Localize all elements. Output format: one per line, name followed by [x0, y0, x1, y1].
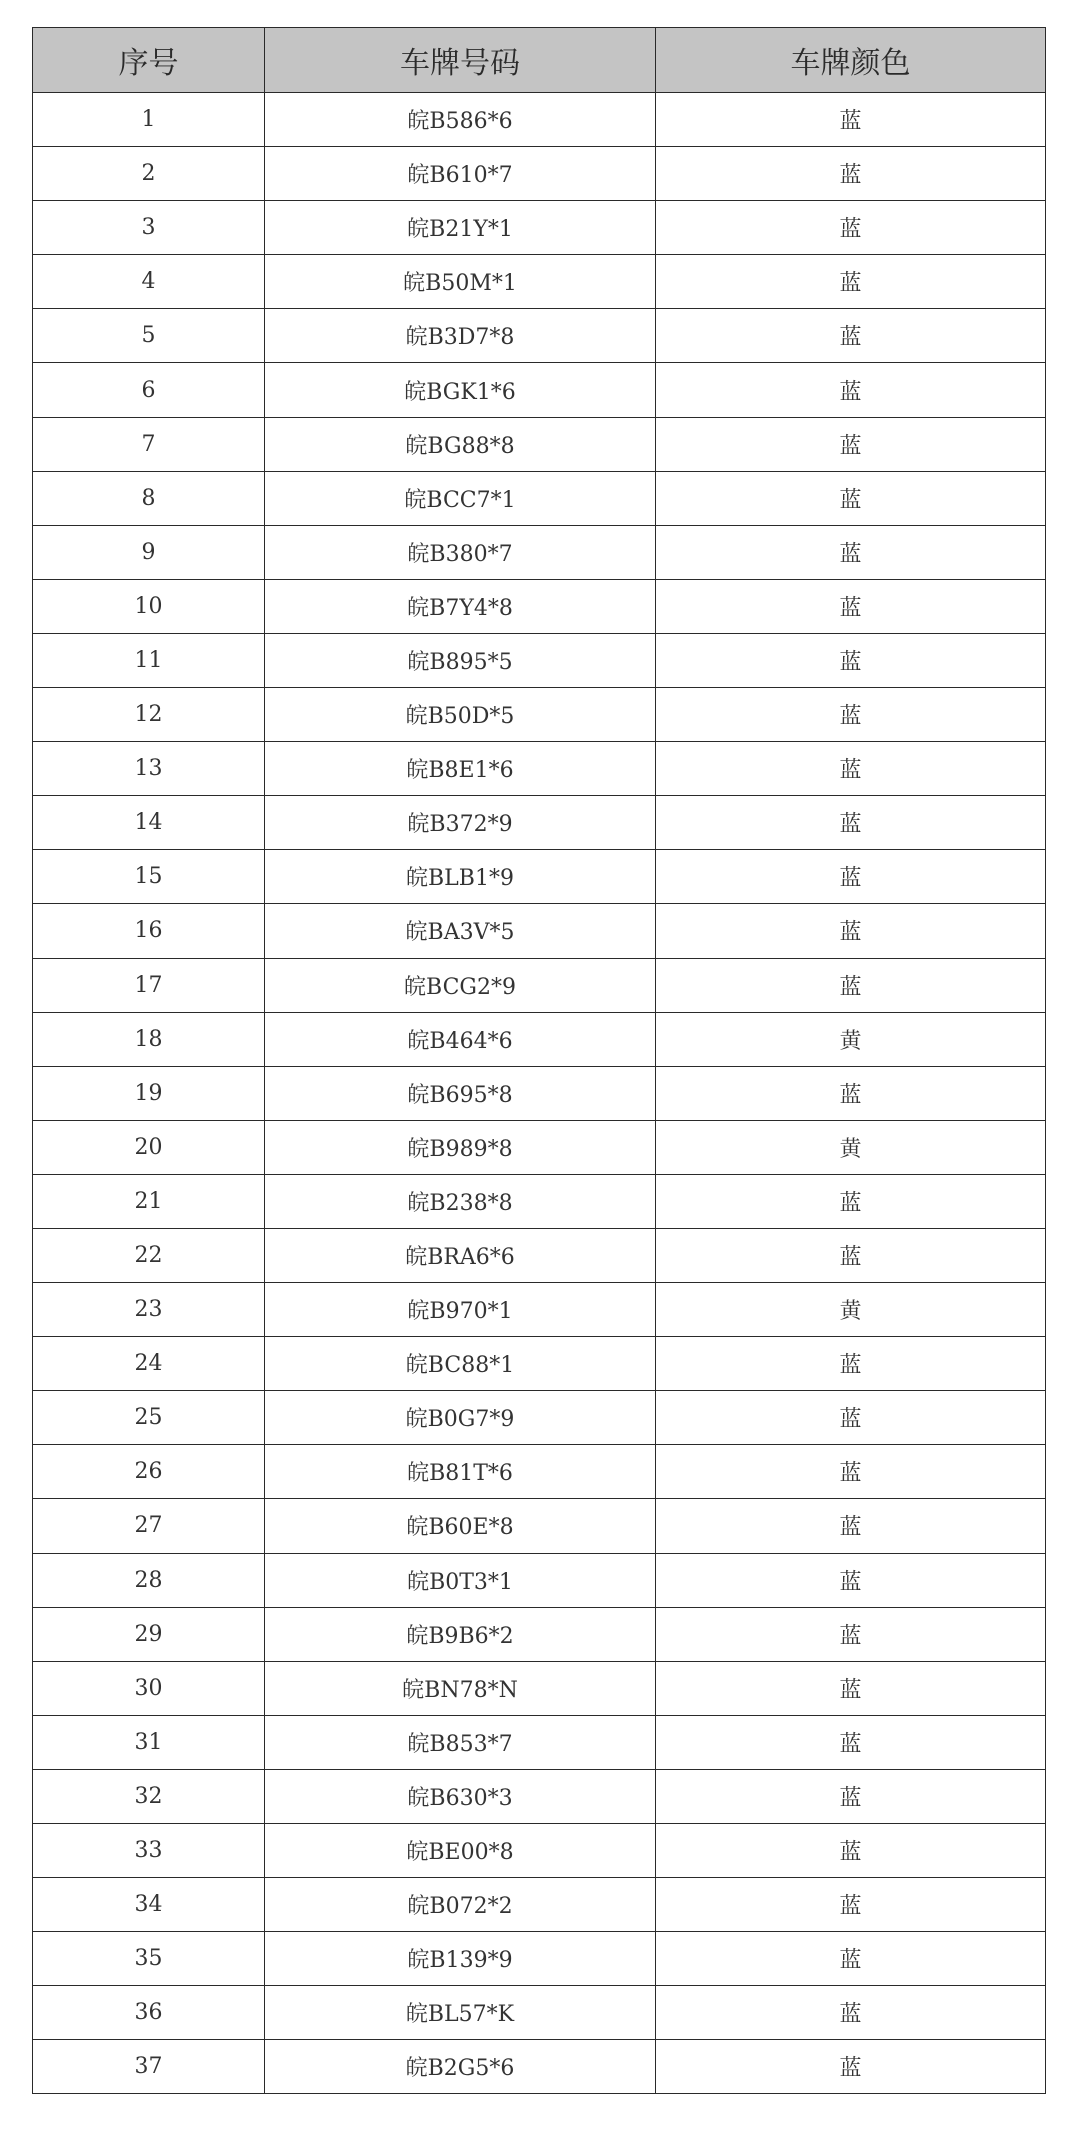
cell-plate-number: 皖BC88*1 [265, 1337, 656, 1391]
cell-plate-number: 皖B0G7*9 [265, 1391, 656, 1445]
cell-plate-number: 皖BGK1*6 [265, 363, 656, 417]
cell-plate-number: 皖B464*6 [265, 1012, 656, 1066]
cell-plate-color: 蓝 [656, 796, 1046, 850]
cell-plate-color: 蓝 [656, 1661, 1046, 1715]
cell-index: 5 [33, 309, 265, 363]
cell-plate-color: 蓝 [656, 1445, 1046, 1499]
cell-plate-number: 皖B630*3 [265, 1769, 656, 1823]
cell-plate-number: 皖B50M*1 [265, 255, 656, 309]
cell-plate-color: 蓝 [656, 255, 1046, 309]
cell-plate-color: 蓝 [656, 688, 1046, 742]
table-row [33, 1445, 1046, 1499]
cell-plate-number: 皖BCG2*9 [265, 958, 656, 1012]
cell-index: 3 [33, 201, 265, 255]
cell-plate-color: 蓝 [656, 1337, 1046, 1391]
cell-plate-color: 蓝 [656, 1499, 1046, 1553]
cell-plate-color: 蓝 [656, 1066, 1046, 1120]
cell-plate-number: 皖B8E1*6 [265, 742, 656, 796]
cell-plate-number: 皖B853*7 [265, 1715, 656, 1769]
cell-plate-number: 皖BRA6*6 [265, 1228, 656, 1282]
cell-plate-color: 蓝 [656, 1715, 1046, 1769]
cell-plate-number: 皖B989*8 [265, 1120, 656, 1174]
table-row [33, 1283, 1046, 1337]
table-row [33, 471, 1046, 525]
table-row [33, 1337, 1046, 1391]
table-row [33, 2040, 1046, 2094]
cell-index: 1 [33, 93, 265, 147]
cell-plate-number: 皖BE00*8 [265, 1824, 656, 1878]
cell-index: 6 [33, 363, 265, 417]
cell-index: 36 [33, 1986, 265, 2040]
cell-index: 7 [33, 417, 265, 471]
cell-index: 26 [33, 1445, 265, 1499]
cell-plate-number: 皖B380*7 [265, 525, 656, 579]
table-row [33, 1174, 1046, 1228]
cell-plate-color: 蓝 [656, 1391, 1046, 1445]
cell-index: 2 [33, 147, 265, 201]
cell-plate-number: 皖BL57*K [265, 1986, 656, 2040]
table-row [33, 309, 1046, 363]
table-row [33, 525, 1046, 579]
cell-plate-number: 皖BCC7*1 [265, 471, 656, 525]
table-row [33, 850, 1046, 904]
table-row [33, 1878, 1046, 1932]
cell-plate-number: 皖BG88*8 [265, 417, 656, 471]
cell-plate-number: 皖BN78*N [265, 1661, 656, 1715]
cell-index: 28 [33, 1553, 265, 1607]
table-row [33, 1553, 1046, 1607]
cell-index: 33 [33, 1824, 265, 1878]
cell-plate-number: 皖BLB1*9 [265, 850, 656, 904]
cell-plate-number: 皖B372*9 [265, 796, 656, 850]
cell-plate-number: 皖B3D7*8 [265, 309, 656, 363]
table-row [33, 1120, 1046, 1174]
cell-index: 24 [33, 1337, 265, 1391]
cell-plate-number: 皖B695*8 [265, 1066, 656, 1120]
table-body [33, 93, 1046, 2094]
cell-plate-number: 皖B60E*8 [265, 1499, 656, 1553]
cell-plate-number: 皖B2G5*6 [265, 2040, 656, 2094]
cell-index: 27 [33, 1499, 265, 1553]
cell-plate-color: 蓝 [656, 633, 1046, 687]
cell-index: 12 [33, 688, 265, 742]
cell-index: 11 [33, 633, 265, 687]
table-row [33, 1769, 1046, 1823]
cell-plate-color: 蓝 [656, 958, 1046, 1012]
table-row [33, 579, 1046, 633]
cell-index: 37 [33, 2040, 265, 2094]
cell-plate-color: 蓝 [656, 1174, 1046, 1228]
cell-index: 20 [33, 1120, 265, 1174]
cell-index: 31 [33, 1715, 265, 1769]
table-row [33, 1499, 1046, 1553]
cell-plate-color: 蓝 [656, 850, 1046, 904]
cell-plate-color: 蓝 [656, 904, 1046, 958]
table-row [33, 958, 1046, 1012]
table-row [33, 742, 1046, 796]
table-row [33, 1986, 1046, 2040]
cell-plate-number: 皖B21Y*1 [265, 201, 656, 255]
table-row [33, 1824, 1046, 1878]
table-row [33, 1012, 1046, 1066]
cell-index: 15 [33, 850, 265, 904]
cell-index: 23 [33, 1283, 265, 1337]
cell-index: 29 [33, 1607, 265, 1661]
cell-plate-color: 蓝 [656, 742, 1046, 796]
cell-index: 16 [33, 904, 265, 958]
cell-plate-color: 蓝 [656, 147, 1046, 201]
table-row [33, 255, 1046, 309]
cell-plate-color: 蓝 [656, 309, 1046, 363]
table-row [33, 1228, 1046, 1282]
cell-plate-color: 蓝 [656, 1607, 1046, 1661]
cell-index: 17 [33, 958, 265, 1012]
cell-plate-color: 蓝 [656, 1878, 1046, 1932]
table-row [33, 1066, 1046, 1120]
cell-plate-color: 黄 [656, 1283, 1046, 1337]
header-plate-number: 车牌号码 [265, 28, 656, 93]
cell-plate-color: 蓝 [656, 1553, 1046, 1607]
cell-plate-number: 皖B81T*6 [265, 1445, 656, 1499]
cell-plate-color: 蓝 [656, 471, 1046, 525]
table-row [33, 417, 1046, 471]
cell-plate-number: 皖B139*9 [265, 1932, 656, 1986]
table-row [33, 1391, 1046, 1445]
cell-plate-number: 皖B586*6 [265, 93, 656, 147]
cell-index: 9 [33, 525, 265, 579]
cell-plate-color: 蓝 [656, 417, 1046, 471]
cell-plate-color: 蓝 [656, 363, 1046, 417]
cell-index: 19 [33, 1066, 265, 1120]
cell-index: 34 [33, 1878, 265, 1932]
cell-index: 13 [33, 742, 265, 796]
cell-plate-color: 黄 [656, 1012, 1046, 1066]
cell-index: 32 [33, 1769, 265, 1823]
cell-plate-color: 蓝 [656, 579, 1046, 633]
cell-plate-number: 皖B970*1 [265, 1283, 656, 1337]
cell-plate-color: 蓝 [656, 201, 1046, 255]
cell-plate-number: 皖B7Y4*8 [265, 579, 656, 633]
cell-index: 25 [33, 1391, 265, 1445]
table-row [33, 688, 1046, 742]
cell-plate-color: 黄 [656, 1120, 1046, 1174]
cell-index: 30 [33, 1661, 265, 1715]
table-row [33, 1661, 1046, 1715]
cell-index: 4 [33, 255, 265, 309]
cell-plate-color: 蓝 [656, 1228, 1046, 1282]
cell-index: 35 [33, 1932, 265, 1986]
table-row [33, 1607, 1046, 1661]
table-header [33, 28, 1046, 93]
cell-plate-color: 蓝 [656, 1769, 1046, 1823]
header-row [33, 28, 1046, 93]
cell-plate-number: 皖B895*5 [265, 633, 656, 687]
cell-plate-number: 皖B238*8 [265, 1174, 656, 1228]
plate-table [32, 27, 1046, 2094]
table-row [33, 904, 1046, 958]
cell-index: 8 [33, 471, 265, 525]
cell-plate-number: 皖B9B6*2 [265, 1607, 656, 1661]
cell-index: 14 [33, 796, 265, 850]
table-row [33, 201, 1046, 255]
cell-plate-color: 蓝 [656, 1932, 1046, 1986]
cell-plate-number: 皖B072*2 [265, 1878, 656, 1932]
cell-plate-color: 蓝 [656, 2040, 1046, 2094]
header-plate-color: 车牌颜色 [656, 28, 1046, 93]
header-index: 序号 [33, 28, 265, 93]
table-row [33, 147, 1046, 201]
cell-plate-number: 皖BA3V*5 [265, 904, 656, 958]
table-row [33, 1932, 1046, 1986]
table-row [33, 796, 1046, 850]
cell-plate-color: 蓝 [656, 1986, 1046, 2040]
cell-plate-color: 蓝 [656, 93, 1046, 147]
cell-plate-number: 皖B0T3*1 [265, 1553, 656, 1607]
cell-plate-number: 皖B610*7 [265, 147, 656, 201]
table-row [33, 633, 1046, 687]
cell-index: 10 [33, 579, 265, 633]
cell-index: 18 [33, 1012, 265, 1066]
cell-plate-number: 皖B50D*5 [265, 688, 656, 742]
cell-index: 21 [33, 1174, 265, 1228]
table-row [33, 1715, 1046, 1769]
cell-plate-color: 蓝 [656, 1824, 1046, 1878]
cell-plate-color: 蓝 [656, 525, 1046, 579]
table-row [33, 93, 1046, 147]
table-row [33, 363, 1046, 417]
cell-index: 22 [33, 1228, 265, 1282]
